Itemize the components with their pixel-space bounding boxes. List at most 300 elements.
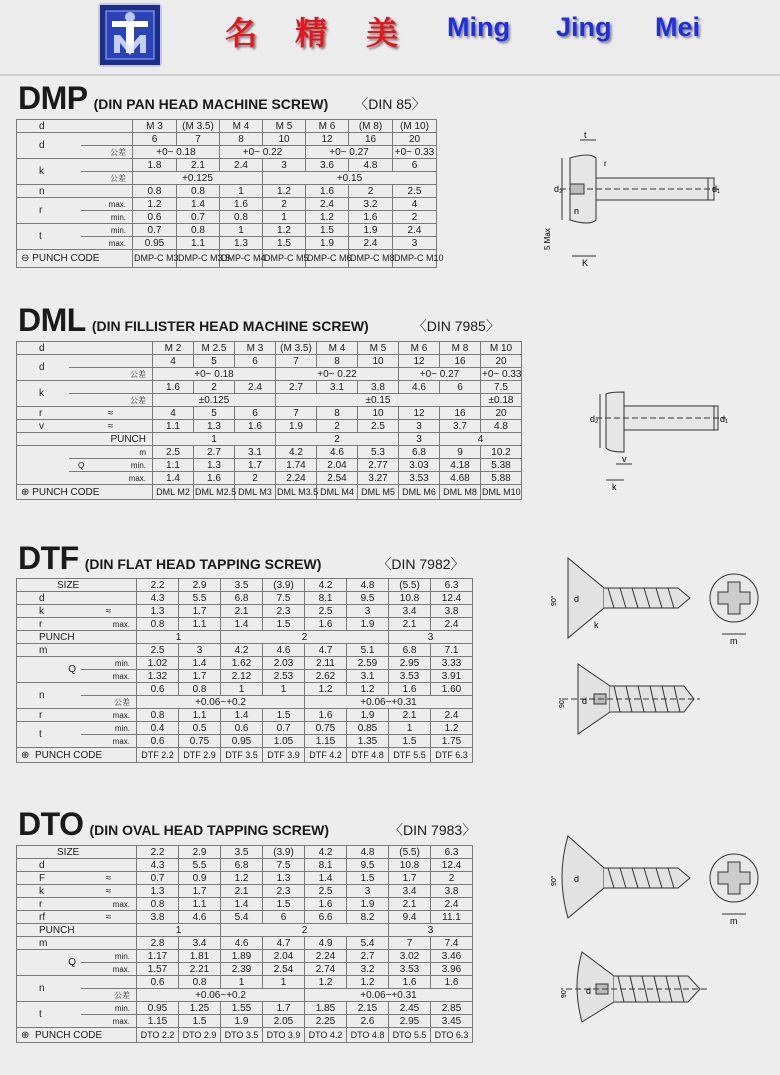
table-row: [17, 989, 473, 1002]
table-cell: 3.4: [389, 885, 431, 898]
table-cell: 2: [317, 420, 358, 433]
table-cell: 1.15: [305, 735, 347, 748]
table-cell: d: [17, 342, 69, 355]
table-row: [17, 159, 437, 172]
table-cell: 2.4: [431, 709, 473, 722]
dmp-d1-label: d₁: [712, 184, 721, 194]
table-cell: +0.06~+0.2: [137, 696, 305, 709]
table-cell: m: [17, 644, 81, 657]
table-cell: 7.1: [431, 644, 473, 657]
table-cell: 3.5: [221, 846, 263, 859]
table-cell: 8.2: [347, 911, 389, 924]
table-cell: 7: [177, 133, 220, 146]
table-cell: PUNCH: [17, 433, 153, 446]
table-row: [17, 133, 437, 146]
table-cell: 4.8: [349, 159, 393, 172]
table-cell: M 8: [440, 342, 481, 355]
table-cell: 2: [235, 472, 276, 485]
table-cell: 1.3: [263, 872, 305, 885]
table-cell: 1.81: [179, 950, 221, 963]
table-cell: 1: [263, 211, 306, 224]
table-cell: 9: [440, 446, 481, 459]
table-cell: PUNCH CODE: [34, 749, 103, 761]
table-cell: 11.1: [431, 911, 473, 924]
table-cell: min.: [81, 211, 133, 224]
table-cell: n: [17, 185, 81, 198]
table-cell: 2.77: [358, 459, 399, 472]
table-cell: DTF 4.2: [305, 748, 347, 763]
table-cell: 3.91: [431, 670, 473, 683]
table-cell: 1: [153, 433, 276, 446]
table-cell: 1.15: [137, 1015, 179, 1028]
table-cell: 2.1: [389, 709, 431, 722]
table-cell: 3.4: [389, 605, 431, 618]
table-cell: 1.7: [179, 885, 221, 898]
table-cell: [17, 250, 133, 268]
table-row: [17, 394, 522, 407]
table-cell: +0.125: [133, 172, 263, 185]
row-label: d: [17, 133, 81, 159]
table-cell: PUNCH CODE: [34, 1029, 103, 1041]
table-row: [17, 924, 473, 937]
dtf-code: DTF: [18, 540, 79, 576]
dto-title: [18, 806, 476, 843]
dml-v-label: v: [622, 454, 627, 464]
dtf-title: [18, 540, 465, 577]
table-cell: 1.1: [179, 618, 221, 631]
dtf-d2-label: d: [582, 696, 588, 706]
table-cell: 4: [393, 198, 437, 211]
dml-drawing: [566, 382, 746, 492]
table-cell: +0~ 0.33: [393, 146, 437, 159]
table-cell: 2.7: [347, 950, 389, 963]
table-cell: 1: [221, 976, 263, 989]
table-cell: 8.1: [305, 592, 347, 605]
brand-en-1: Ming: [447, 12, 510, 42]
table-cell: 3.1: [235, 446, 276, 459]
table-cell: 0.8: [137, 709, 179, 722]
table-cell: 1.3: [137, 885, 179, 898]
table-cell: 1.75: [431, 735, 473, 748]
table-cell: 0.95: [137, 1002, 179, 1015]
table-cell: 3.53: [389, 670, 431, 683]
table-cell: 2.95: [389, 657, 431, 670]
table-cell: 3.2: [347, 963, 389, 976]
table-cell: DML M3.5: [276, 485, 317, 500]
table-cell: [81, 976, 137, 989]
table-cell: 2.5: [393, 185, 437, 198]
table-cell: 0.9: [179, 872, 221, 885]
table-cell: 5: [194, 407, 235, 420]
table-cell: +0~ 0.27: [399, 368, 481, 381]
dto-angle2-label: 90°: [561, 987, 568, 998]
table-row: [17, 631, 473, 644]
dto-m-label: m: [730, 916, 738, 926]
table-cell: 12.4: [431, 859, 473, 872]
table-cell: min.: [81, 1002, 137, 1015]
table-cell: 2.15: [347, 1002, 389, 1015]
table-cell: ≈: [81, 605, 137, 618]
table-cell: DMP-C M3: [133, 250, 177, 268]
dml-code: DML: [18, 302, 86, 338]
table-cell: 3.5: [221, 579, 263, 592]
table-cell: max.: [81, 898, 137, 911]
table-cell: [81, 133, 133, 146]
table-cell: 1.9: [347, 618, 389, 631]
table-row: [17, 670, 473, 683]
table-cell: t: [17, 1002, 81, 1028]
table-cell: M 5: [263, 120, 306, 133]
table-cell: 1.1: [153, 420, 194, 433]
table-cell: 2.95: [389, 1015, 431, 1028]
table-cell: 2.85: [431, 1002, 473, 1015]
table-cell: 1.3: [137, 605, 179, 618]
table-cell: [17, 748, 137, 763]
table-cell: 2.1: [389, 898, 431, 911]
table-cell: 1.32: [137, 670, 179, 683]
table-row: [17, 579, 473, 592]
table-row: [17, 911, 473, 924]
table-cell: 20: [481, 355, 522, 368]
table-cell: DTF 4.8: [347, 748, 389, 763]
table-row: [17, 644, 473, 657]
table-cell: 1.9: [347, 709, 389, 722]
table-cell: 3.6: [306, 159, 349, 172]
table-cell: 0.95: [221, 735, 263, 748]
table-cell: 1: [221, 683, 263, 696]
table-cell: k: [17, 605, 81, 618]
table-cell: 2.7: [194, 446, 235, 459]
table-cell: 1.6: [305, 709, 347, 722]
recess-icon: ⊕: [21, 1029, 30, 1041]
table-row: [17, 683, 473, 696]
table-cell: r: [17, 198, 81, 224]
logo-mark-icon: [100, 5, 160, 65]
table-cell: 2.2: [137, 579, 179, 592]
table-cell: 2.04: [263, 950, 305, 963]
table-cell: DTF 2.9: [179, 748, 221, 763]
table-cell: 2.62: [305, 670, 347, 683]
table-cell: 4.8: [347, 579, 389, 592]
table-cell: 7.5: [481, 381, 522, 394]
table-cell: 3: [399, 420, 440, 433]
table-cell: +0.06~+0.2: [137, 989, 305, 1002]
dto-d2-label: d: [586, 986, 592, 996]
table-cell: 0.8: [179, 976, 221, 989]
table-cell: 1.57: [137, 963, 179, 976]
table-cell: +0~ 0.22: [276, 368, 399, 381]
table-cell: 1.05: [263, 735, 305, 748]
table-cell: 3.46: [431, 950, 473, 963]
table-cell: 0.8: [177, 224, 220, 237]
table-cell: 5.5: [179, 859, 221, 872]
table-cell: 6: [133, 133, 177, 146]
table-cell: 5.4: [347, 937, 389, 950]
table-cell: (M 8): [349, 120, 393, 133]
table-cell: DML M3: [235, 485, 276, 500]
table-cell: 1.2: [347, 683, 389, 696]
table-cell: 公差: [81, 172, 133, 185]
table-cell: PUNCH CODE: [32, 486, 100, 498]
table-row: [17, 748, 473, 763]
table-cell: r: [17, 618, 81, 631]
table-cell: 7: [276, 407, 317, 420]
table-cell: 4.2: [305, 579, 347, 592]
table-cell: 1.25: [179, 1002, 221, 1015]
table-cell: 1.3: [220, 237, 263, 250]
table-cell: 8: [317, 407, 358, 420]
table-cell: 2.12: [221, 670, 263, 683]
table-cell: 12: [399, 355, 440, 368]
table-cell: 1.5: [389, 735, 431, 748]
table-row: [17, 485, 522, 500]
table-cell: DTF 3.9: [263, 748, 305, 763]
table-cell: +0~ 0.27: [306, 146, 393, 159]
dmp-title: [18, 80, 426, 117]
dml-desc: (DIN FILLISTER HEAD MACHINE SCREW): [91, 318, 369, 334]
table-cell: n: [17, 976, 81, 1002]
table-cell: min.: [81, 224, 133, 237]
table-cell: 10: [358, 355, 399, 368]
table-cell: 3.53: [399, 472, 440, 485]
table-row: [17, 368, 522, 381]
table-cell: 5.38: [481, 459, 522, 472]
table-cell: DMP-C M8: [349, 250, 393, 268]
table-cell: 0.8: [137, 898, 179, 911]
dtf-angle-label: 90°: [551, 595, 558, 606]
table-cell: 公差: [81, 989, 137, 1002]
table-row: [17, 472, 522, 485]
table-cell: 2.24: [276, 472, 317, 485]
table-cell: max.: [81, 198, 133, 211]
table-cell: 2.1: [177, 159, 220, 172]
table-cell: r: [17, 407, 69, 420]
table-cell: 3: [393, 237, 437, 250]
dml-title: [18, 302, 500, 339]
table-cell: 1.2: [221, 872, 263, 885]
table-cell: [17, 1028, 137, 1043]
table-cell: [69, 459, 153, 472]
table-cell: 4.2: [305, 846, 347, 859]
table-cell: 0.6: [221, 722, 263, 735]
table-cell: 0.85: [347, 722, 389, 735]
table-cell: 1.4: [305, 872, 347, 885]
table-cell: 10: [263, 133, 306, 146]
table-cell: 6.8: [221, 592, 263, 605]
table-cell: M 2: [153, 342, 194, 355]
table-cell: [81, 937, 137, 950]
table-cell: [81, 859, 137, 872]
table-cell: 7: [276, 355, 317, 368]
table-cell: 4.68: [440, 472, 481, 485]
table-cell: 0.8: [177, 185, 220, 198]
table-cell: DMP-C M5: [263, 250, 306, 268]
table-cell: 公差: [69, 394, 153, 407]
table-cell: 1.6: [235, 420, 276, 433]
table-cell: 4.8: [347, 846, 389, 859]
table-cell: 0.7: [133, 224, 177, 237]
table-cell: 2.74: [305, 963, 347, 976]
table-cell: 1.9: [347, 898, 389, 911]
table-cell: max.: [81, 963, 137, 976]
table-cell: 1.7: [263, 1002, 305, 1015]
table-cell: 8: [317, 355, 358, 368]
table-cell: 3.53: [389, 963, 431, 976]
table-cell: 4: [153, 355, 194, 368]
table-row: [17, 859, 473, 872]
table-cell: min.: [81, 657, 137, 670]
table-cell: DMP-C M6: [306, 250, 349, 268]
table-cell: 公差: [69, 368, 153, 381]
table-cell: 5.1: [347, 644, 389, 657]
table-cell: 4.6: [399, 381, 440, 394]
table-row: [17, 976, 473, 989]
table-cell: rf: [17, 911, 81, 924]
table-cell: max.: [81, 618, 137, 631]
table-cell: min.: [81, 722, 137, 735]
table-cell: 3.02: [389, 950, 431, 963]
table-cell: 16: [440, 355, 481, 368]
table-cell: 1.1: [177, 237, 220, 250]
table-cell: DTO 5.5: [389, 1028, 431, 1043]
table-cell: 1.4: [221, 898, 263, 911]
row-label: d: [17, 120, 81, 133]
table-cell: 9.5: [347, 859, 389, 872]
table-cell: 1.8: [133, 159, 177, 172]
table-cell: 1.4: [177, 198, 220, 211]
table-cell: 4.6: [221, 937, 263, 950]
table-cell: 1: [220, 185, 263, 198]
table-cell: 10: [358, 407, 399, 420]
table-cell: 0.5: [179, 722, 221, 735]
company-logo[interactable]: [98, 3, 162, 67]
dmp-drawing: [530, 128, 730, 268]
table-cell: 4: [153, 407, 194, 420]
table-cell: 8: [220, 133, 263, 146]
table-cell: 1.9: [276, 420, 317, 433]
table-cell: (5.5): [389, 579, 431, 592]
table-cell: 2.4: [349, 237, 393, 250]
table-cell: DML M4: [317, 485, 358, 500]
dml-din: 〈DIN 7985〉: [412, 318, 500, 334]
table-cell: 0.75: [305, 722, 347, 735]
table-cell: 2.4: [431, 618, 473, 631]
table-cell: ≈: [69, 407, 153, 420]
table-cell: 4.8: [481, 420, 522, 433]
table-row: [17, 885, 473, 898]
table-cell: F: [17, 872, 81, 885]
table-cell: 0.95: [133, 237, 177, 250]
table-cell: M 3: [235, 342, 276, 355]
table-cell: n: [17, 683, 81, 709]
dmp-max-label: 5 Max: [543, 228, 552, 250]
table-cell: 1: [389, 722, 431, 735]
table-row: [17, 950, 473, 963]
table-row: [17, 605, 473, 618]
dtf-k-label: k: [594, 620, 599, 630]
table-cell: 0.8: [133, 185, 177, 198]
table-row: [17, 657, 473, 670]
table-cell: ≈: [81, 885, 137, 898]
table-cell: DML M2.5: [194, 485, 235, 500]
table-cell: 1.74: [276, 459, 317, 472]
dmp-code: DMP: [18, 80, 88, 116]
table-cell: 1.5: [263, 898, 305, 911]
table-cell: +0.06~+0.31: [305, 989, 473, 1002]
table-cell: 6: [263, 911, 305, 924]
table-cell: max.: [81, 670, 137, 683]
table-cell: 0.4: [137, 722, 179, 735]
table-cell: +0~ 0.22: [220, 146, 306, 159]
table-cell: 1.1: [179, 709, 221, 722]
table-cell: max.: [81, 709, 137, 722]
table-cell: PUNCH: [17, 924, 137, 937]
table-cell: 3.8: [431, 885, 473, 898]
table-cell: 2.1: [221, 605, 263, 618]
table-cell: 3.45: [431, 1015, 473, 1028]
table-cell: 1.2: [305, 976, 347, 989]
table-cell: 1.2: [133, 198, 177, 211]
table-cell: 6: [440, 381, 481, 394]
table-cell: 2: [431, 872, 473, 885]
table-cell: 4.6: [263, 644, 305, 657]
table-cell: 4.18: [440, 459, 481, 472]
table-cell: 2.5: [305, 885, 347, 898]
table-cell: DML M2: [153, 485, 194, 500]
dml-d1-label: d₁: [720, 414, 729, 424]
table-cell: 4.6: [317, 446, 358, 459]
table-cell: 1.17: [137, 950, 179, 963]
table-cell: 2.25: [305, 1015, 347, 1028]
table-cell: 2.4: [431, 898, 473, 911]
table-cell: 2.6: [347, 1015, 389, 1028]
dtf-angle2-label: 90°: [559, 697, 566, 708]
table-cell: 4.2: [276, 446, 317, 459]
table-cell: SIZE: [17, 846, 137, 859]
table-row: [17, 198, 437, 211]
table-row: [17, 696, 473, 709]
table-cell: 1.89: [221, 950, 263, 963]
table-cell: 1.85: [305, 1002, 347, 1015]
table-cell: 2.1: [389, 618, 431, 631]
table-row: [17, 618, 473, 631]
table-cell: DML M10: [481, 485, 522, 500]
table-cell: +0.06~+0.31: [305, 696, 473, 709]
table-cell: 4.3: [137, 859, 179, 872]
table-cell: 2.3: [263, 885, 305, 898]
table-cell: M 6: [399, 342, 440, 355]
table-cell: (M 3.5): [276, 342, 317, 355]
table-row: [17, 963, 473, 976]
page-header: [0, 0, 780, 74]
table-cell: 4: [440, 433, 522, 446]
table-cell: 9.4: [389, 911, 431, 924]
table-cell: 6: [235, 407, 276, 420]
table-cell: 3: [263, 159, 306, 172]
table-cell: 0.7: [137, 872, 179, 885]
table-cell: ≈: [69, 420, 153, 433]
table-cell: 1: [263, 683, 305, 696]
table-cell: ≈: [81, 911, 137, 924]
table-cell: 1.7: [179, 605, 221, 618]
table-cell: PUNCH CODE: [32, 253, 100, 264]
table-cell: 3.8: [358, 381, 399, 394]
table-cell: 1.1: [153, 459, 194, 472]
table-cell: [81, 185, 133, 198]
table-cell: 10.2: [481, 446, 522, 459]
table-cell: 20: [393, 133, 437, 146]
table-cell: 1.5: [347, 872, 389, 885]
